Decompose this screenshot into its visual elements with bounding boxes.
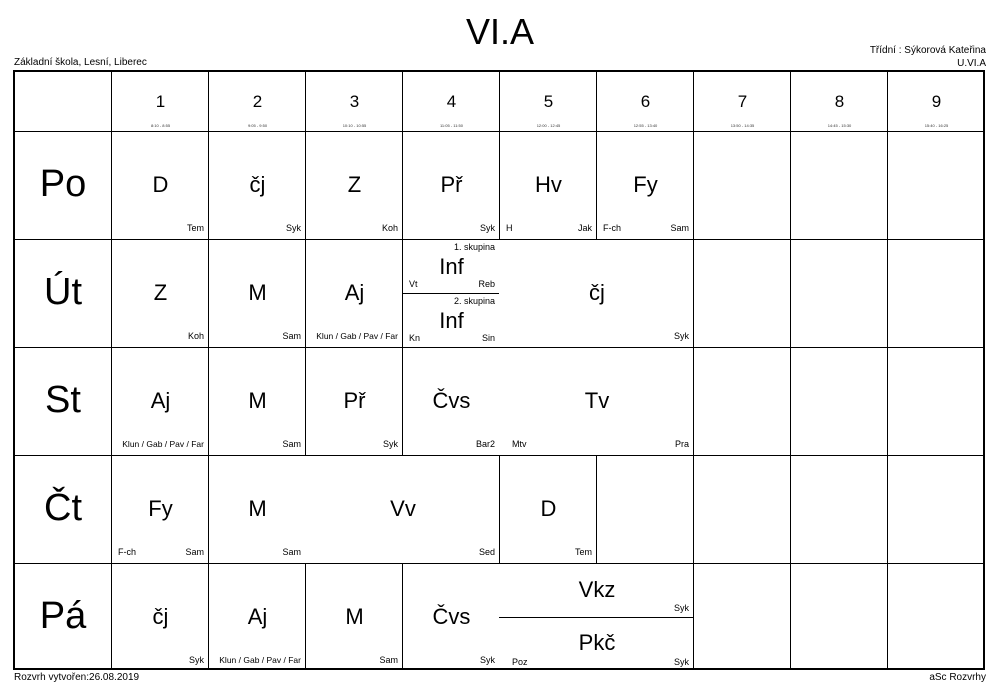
grid-line	[208, 72, 209, 668]
day-label: Pá	[39, 595, 87, 637]
lesson-teacher: Pra	[674, 439, 689, 449]
lesson-teacher: Klun / Gab / Pav / Far	[122, 439, 204, 449]
lesson-subject: Čvs	[432, 388, 471, 413]
day-label: Po	[39, 163, 87, 205]
period-time: 12:00 - 12:45	[536, 123, 561, 128]
lesson-subject: Př	[343, 388, 366, 413]
lesson-subject: Aj	[247, 604, 268, 629]
grid-line	[887, 72, 888, 668]
class-code: U.VI.A	[957, 58, 986, 69]
lesson-subject: D	[152, 172, 169, 197]
day-label: Čt	[44, 487, 82, 529]
lesson-teacher: Syk	[673, 657, 689, 667]
lesson-teacher: Sed	[478, 547, 495, 557]
lesson-subject: Tv	[584, 388, 610, 413]
lesson-teacher: Tem	[186, 223, 204, 233]
period-number: 5	[543, 92, 554, 111]
period-time: 14:45 - 15:30	[827, 123, 852, 128]
lesson-subject: čj	[589, 280, 605, 305]
lesson-teacher: Klun / Gab / Pav / Far	[316, 331, 398, 341]
lesson-teacher: Syk	[673, 603, 689, 613]
lesson-subject: Aj	[150, 388, 171, 413]
lesson-room: H	[506, 223, 513, 233]
lesson-teacher: Sin	[481, 333, 495, 343]
lesson-subject: Př	[440, 172, 463, 197]
grid-line	[15, 239, 983, 240]
period-number: 3	[349, 92, 360, 111]
period-number: 2	[252, 92, 263, 111]
lesson-teacher: Sam	[185, 547, 204, 557]
lesson-teacher: Syk	[479, 223, 495, 233]
lesson-subject: M	[248, 388, 267, 413]
period-number: 8	[834, 92, 845, 111]
lesson-subject: čj	[152, 604, 169, 629]
period-number: 9	[931, 92, 942, 111]
grid-line	[111, 72, 112, 668]
period-time: 15:40 - 16:25	[924, 123, 949, 128]
lesson-subject: čj	[249, 172, 266, 197]
period-time: 13:50 - 14:35	[730, 123, 755, 128]
period-number: 7	[737, 92, 748, 111]
lesson-teacher: Syk	[285, 223, 301, 233]
lesson-teacher: Sam	[379, 655, 398, 665]
group-label: 1. skupina	[453, 242, 495, 252]
lesson-teacher: Syk	[382, 439, 398, 449]
lesson-teacher: Sam	[282, 547, 301, 557]
lesson-subject: Inf	[439, 254, 464, 279]
lesson-subject: Z	[347, 172, 362, 197]
period-time: 9:05 - 9:50	[247, 123, 268, 128]
school-name: Základní škola, Lesní, Liberec	[14, 57, 147, 68]
lesson-room: Poz	[512, 657, 528, 667]
lesson-room: Mtv	[512, 439, 527, 449]
created-date: Rozvrh vytvořen:26.08.2019	[14, 672, 140, 683]
period-time: 10:10 - 10:55	[342, 123, 367, 128]
lesson-teacher: Syk	[479, 655, 495, 665]
lesson-teacher: Tem	[574, 547, 592, 557]
lesson-teacher: Sam	[282, 331, 301, 341]
period-number: 6	[640, 92, 651, 111]
grid-line	[790, 72, 791, 668]
lesson-subject: Hv	[535, 172, 562, 197]
grid-line	[15, 131, 983, 132]
lesson-subject: Čvs	[432, 604, 471, 629]
lesson-subject: M	[345, 604, 364, 629]
grid-line	[15, 347, 983, 348]
lesson-teacher: Sam	[282, 439, 301, 449]
lesson-subject: Inf	[439, 308, 464, 333]
lesson-subject: D	[540, 496, 557, 521]
period-time: 11:05 - 11:50	[440, 123, 463, 128]
lesson-subject: Fy	[633, 172, 658, 197]
lesson-subject: Fy	[148, 496, 173, 521]
lesson-teacher: Koh	[381, 223, 398, 233]
lesson-subject: Vv	[390, 496, 416, 521]
lesson-subject: M	[248, 280, 267, 305]
grid-line	[15, 563, 983, 564]
class-teacher-info	[870, 44, 986, 70]
group-divider	[499, 617, 693, 618]
day-label: St	[45, 379, 81, 421]
period-time: 12:55 - 13:40	[633, 123, 658, 128]
period-number: 4	[446, 92, 457, 111]
lesson-teacher: Syk	[188, 655, 204, 665]
lesson-room: F-ch	[603, 223, 621, 233]
lesson-teacher: Jak	[577, 223, 592, 233]
class-teacher: Třídní : Sýkorová Kateřina	[869, 45, 986, 56]
page-title: VI.A	[465, 11, 535, 52]
period-number: 1	[155, 92, 166, 111]
lesson-teacher: Bar2	[475, 439, 495, 449]
lesson-teacher: Klun / Gab / Pav / Far	[219, 655, 301, 665]
lesson-room: Vt	[409, 279, 418, 289]
lesson-subject: Aj	[344, 280, 365, 305]
timetable-grid	[13, 70, 985, 670]
period-time: 8:10 - 8:55	[150, 123, 171, 128]
lesson-teacher: Sam	[670, 223, 689, 233]
group-label: 2. skupina	[453, 296, 495, 306]
lesson-room: F-ch	[118, 547, 136, 557]
lesson-room: Kn	[409, 333, 421, 343]
lesson-subject: M	[248, 496, 267, 521]
lesson-teacher: Koh	[187, 331, 204, 341]
lesson-teacher: Syk	[673, 331, 689, 341]
software-credit: aSc Rozvrhy	[929, 672, 986, 683]
lesson-subject: Z	[153, 280, 168, 305]
lesson-subject: Vkz	[578, 577, 616, 602]
lesson-teacher: Reb	[478, 279, 495, 289]
group-divider	[402, 293, 499, 294]
grid-line	[15, 455, 983, 456]
lesson-subject: Pkč	[578, 630, 616, 655]
day-label: Út	[44, 271, 82, 313]
